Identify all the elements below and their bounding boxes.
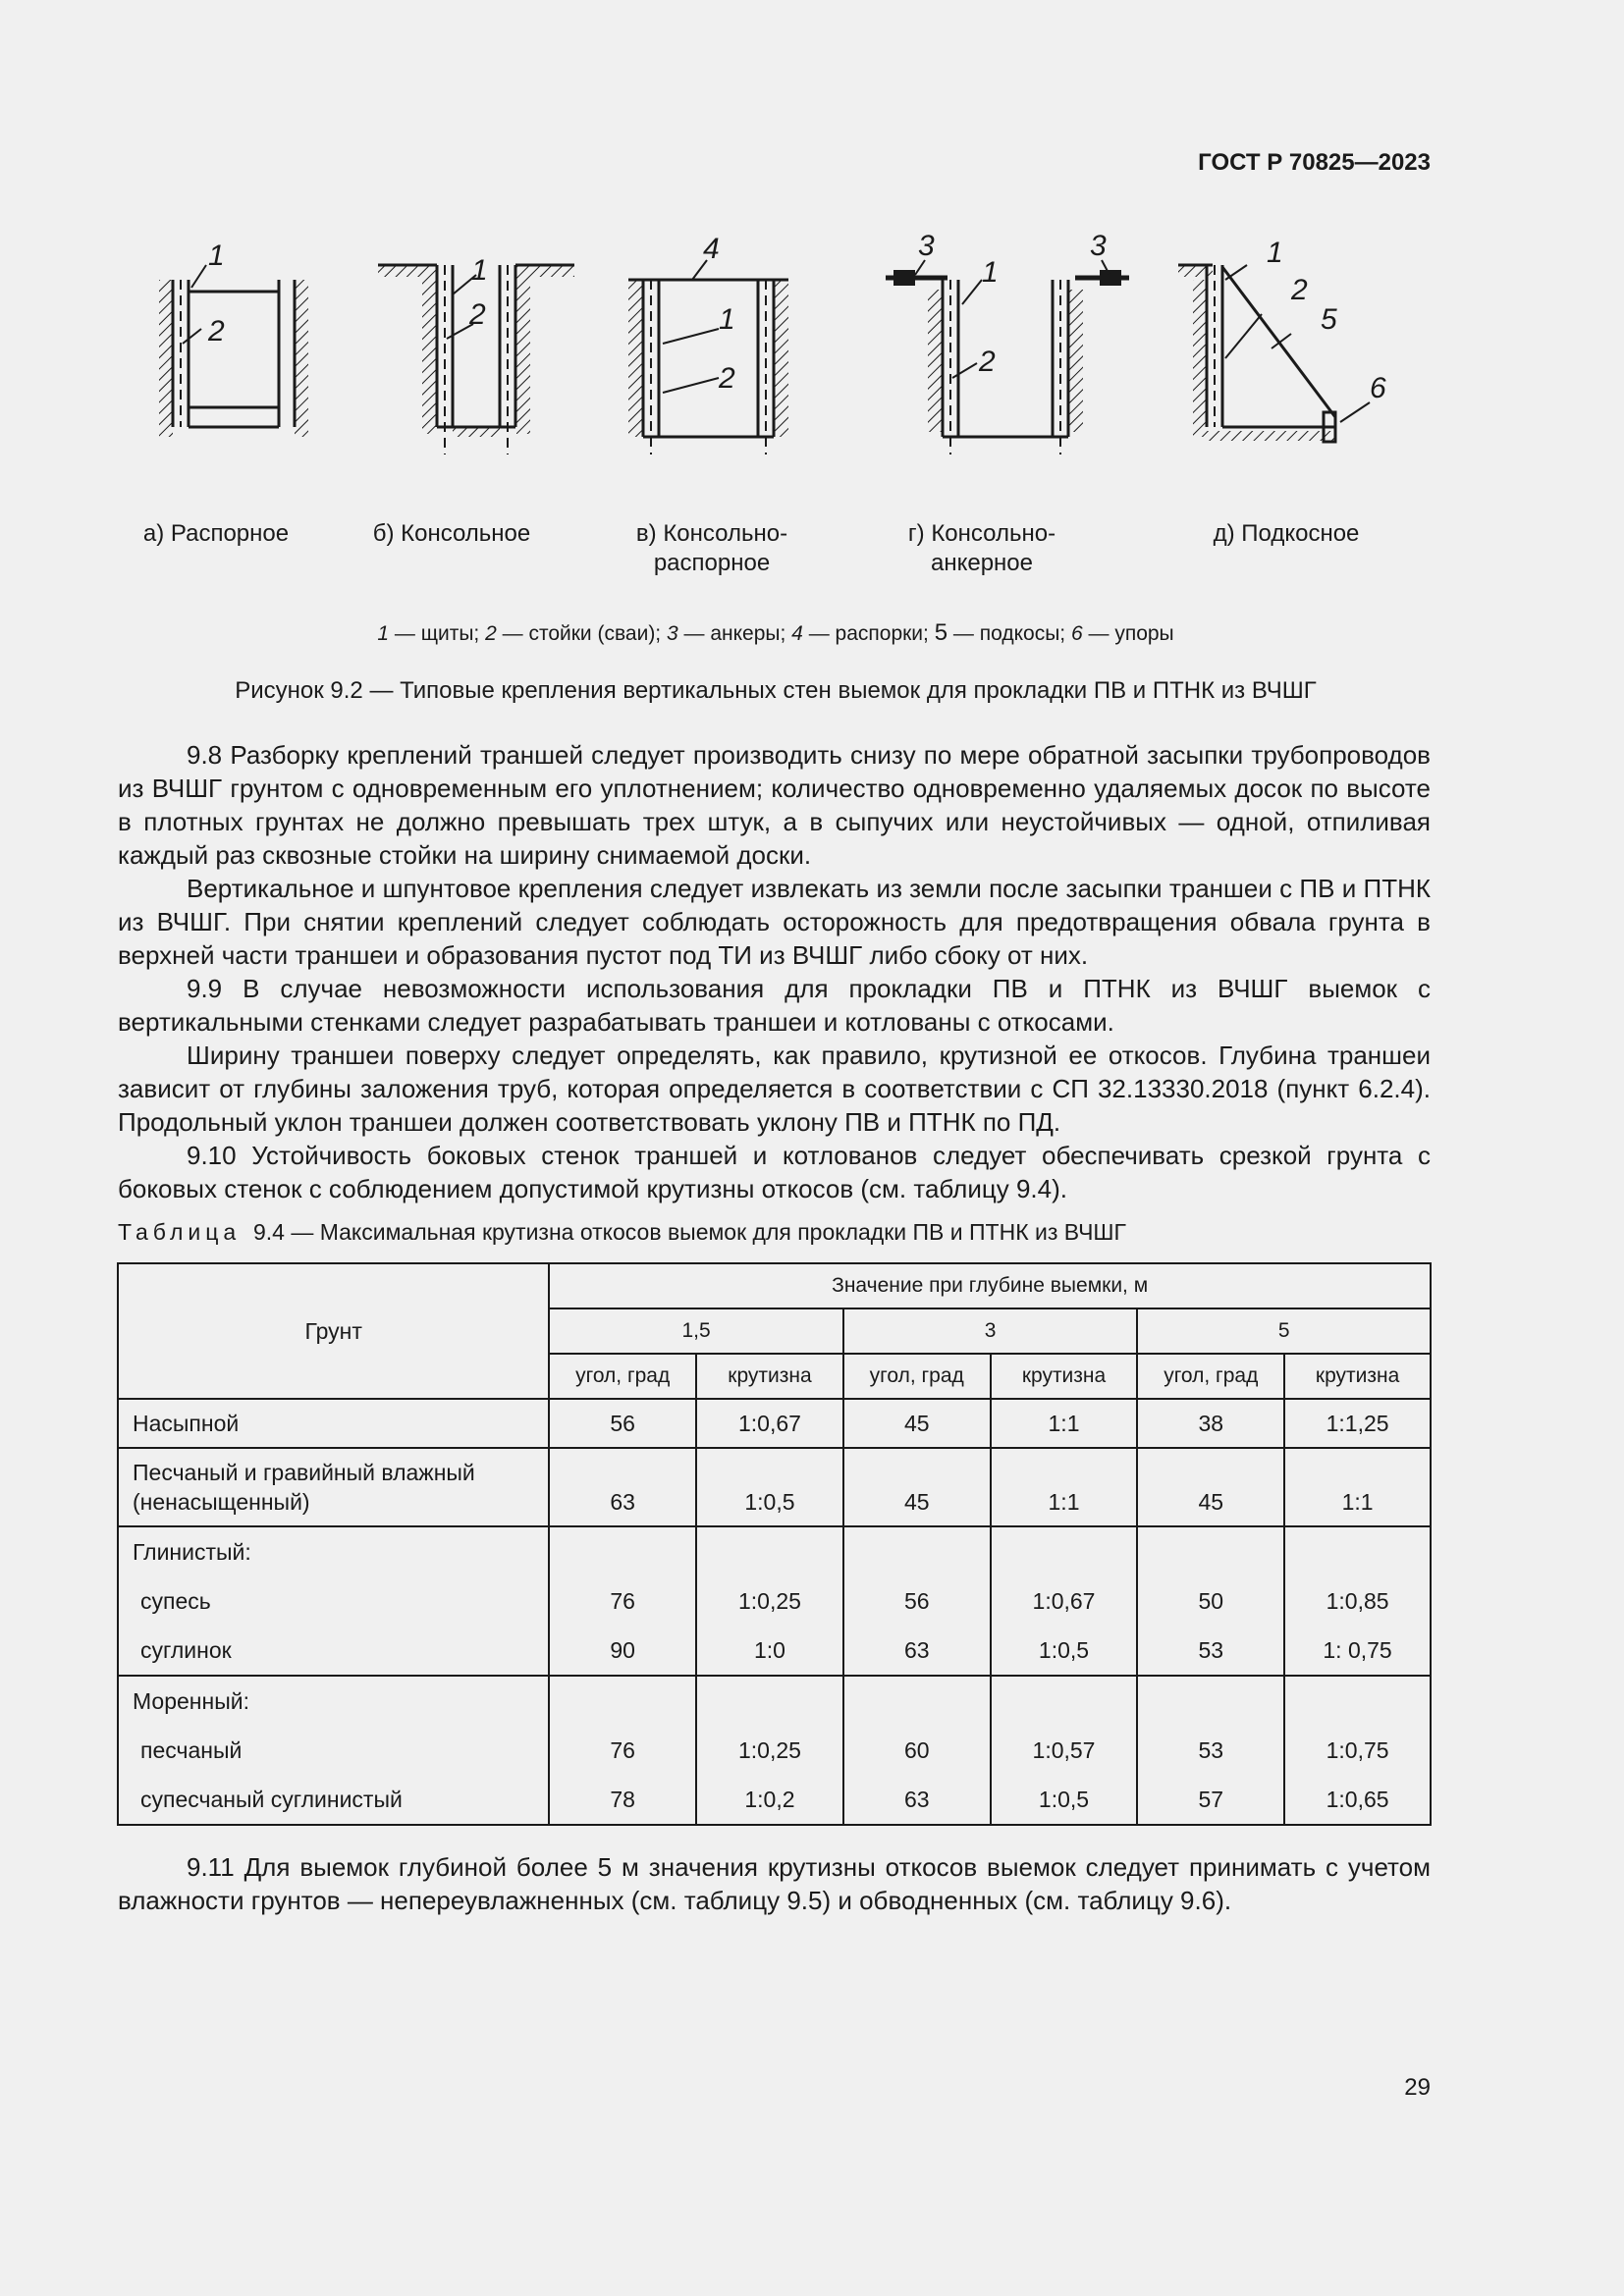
label-b-2: 2: [469, 298, 486, 331]
label-c-2: 2: [719, 362, 735, 395]
label-e-2: 2: [1291, 274, 1308, 306]
caption-b: б) Консольное: [372, 520, 531, 547]
diagram-spacer-support: [159, 265, 308, 437]
label-e-5: 5: [1321, 303, 1337, 336]
header-depth-2: 3: [843, 1308, 1138, 1354]
label-d-3a: 3: [918, 230, 935, 262]
caption-a: а) Распорное: [142, 520, 290, 547]
label-c-1: 1: [719, 303, 735, 336]
diagram-cantilever-support: [378, 265, 574, 454]
label-e-1: 1: [1267, 237, 1283, 269]
paragraph-9-11: 9.11 Для выемок глубиной более 5 м значения крутизны откосов выемок следует принимать с учетом влажности грунтов — непереувлажненных (см. таблицу 9.5) и обводненных (см. таблицу 9.6).: [118, 1852, 1431, 1915]
sub-angle: угол, град: [549, 1354, 696, 1399]
table-group: Глинистый: супесь суглинок 76 90 1:0,25 1:0 56 63 1:0,67 1:0,5 50 53 1:0,85 1: 0,75: [118, 1526, 1431, 1676]
slope-table: [117, 1262, 1432, 1826]
caption-d: д) Подкосное: [1213, 520, 1360, 547]
header-depth: Значение при глубине выемки, м: [549, 1263, 1431, 1308]
header-depth-3: 5: [1137, 1308, 1431, 1354]
label-e-6: 6: [1370, 372, 1386, 404]
diagram-strut-support: [1178, 265, 1370, 442]
label-b-1: 1: [471, 254, 488, 287]
closing-text: [118, 1850, 1431, 1917]
caption-g: г) Консольно-анкерное: [907, 520, 1056, 576]
caption-v: в) Консольно-распорное: [635, 520, 788, 576]
paragraph-9-9: 9.9 В случае невозможности использования для прокладки ПВ и ПТНК из ВЧШГ выемок с вертикальными стенками следует разрабатывать траншеи и котлованы с откосами.: [118, 974, 1431, 1037]
sub-slope: крутизна: [1284, 1354, 1431, 1399]
paragraph-9-8: 9.8 Разборку креплений траншей следует производить снизу по мере обратной засыпки трубопроводов из ВЧШГ грунтом с одновременным его уплотнением; количество одновременно удаляемых досок по высоте в плотных грунтах не должно превышать трех штук, а в сыпучих или неустойчивых — одной, отпиливая каждый раз сквозные стойки на ширину снимаемой доски.: [118, 740, 1431, 870]
table-caption: Таблица 9.4 — Максимальная крутизна откосов выемок для прокладки ПВ и ПТНК из ВЧШГ: [118, 1219, 1126, 1245]
label-a-1: 1: [208, 240, 225, 272]
sub-angle: угол, град: [1137, 1354, 1284, 1399]
header-depth-1: 1,5: [549, 1308, 843, 1354]
figure-trench-supports: [118, 221, 1492, 476]
paragraph-9-9-cont: Ширину траншеи поверху следует определять, как правило, крутизной ее откосов. Глубина траншеи зависит от глубины заложения труб, которая определяется в соответствии с СП 32.13330.2018 (пункт 6.2.4). Продольный уклон траншеи должен соответствовать уклону ПВ и ПТНК по ПД.: [118, 1041, 1431, 1137]
figure-legend: 1 — щиты; 2 — стойки (сваи); 3 — анкеры; 4 — распорки; 5 — подкосы; 6 — упоры: [377, 619, 1174, 646]
label-d-3b: 3: [1090, 230, 1107, 262]
table-group: Моренный: песчаный супесчаный суглинистый 76 78 1:0,25 1:0,2 60 63 1:0,57 1:0,5 53 57 1:0,75 1:0,65: [118, 1676, 1431, 1825]
sub-angle: угол, град: [843, 1354, 991, 1399]
sub-slope: крутизна: [991, 1354, 1138, 1399]
diagram-cantilever-spacer-support: [628, 260, 788, 454]
main-text: [118, 738, 1431, 1205]
document-standard-code: ГОСТ Р 70825—2023: [1198, 149, 1431, 176]
page-number: 29: [1404, 2074, 1431, 2101]
label-d-2: 2: [979, 346, 996, 378]
figure-title: Рисунок 9.2 — Типовые крепления вертикальных стен выемок для прокладки ПВ и ПТНК из ВЧШГ: [235, 677, 1317, 704]
label-d-1: 1: [982, 256, 999, 289]
diagram-cantilever-anchor-support: [886, 260, 1129, 454]
label-a-2: 2: [208, 315, 225, 347]
table-row: Насыпной 56 1:0,67 45 1:1 38 1:1,25: [118, 1399, 1431, 1448]
label-c-4: 4: [703, 233, 720, 265]
paragraph-9-10: 9.10 Устойчивость боковых стенок траншей и котлованов следует обеспечивать срезкой грунта с боковых стенок с соблюдением допустимой крутизны откосов (см. таблицу 9.4).: [118, 1141, 1431, 1203]
table-row: Песчаный и гравийный влажный (ненасыщенный) 63 1:0,5 45 1:1 45 1:1: [118, 1448, 1431, 1526]
header-ground: Грунт: [118, 1263, 549, 1399]
paragraph-9-8-cont: Вертикальное и шпунтовое крепления следует извлекать из земли после засыпки траншеи с ПВ и ПТНК из ВЧШГ. При снятии креплений следует соблюдать осторожность для предотвращения обвала грунта в верхней части траншеи и образования пустот под ТИ из ВЧШГ либо сбоку от них.: [118, 874, 1431, 970]
sub-slope: крутизна: [696, 1354, 843, 1399]
